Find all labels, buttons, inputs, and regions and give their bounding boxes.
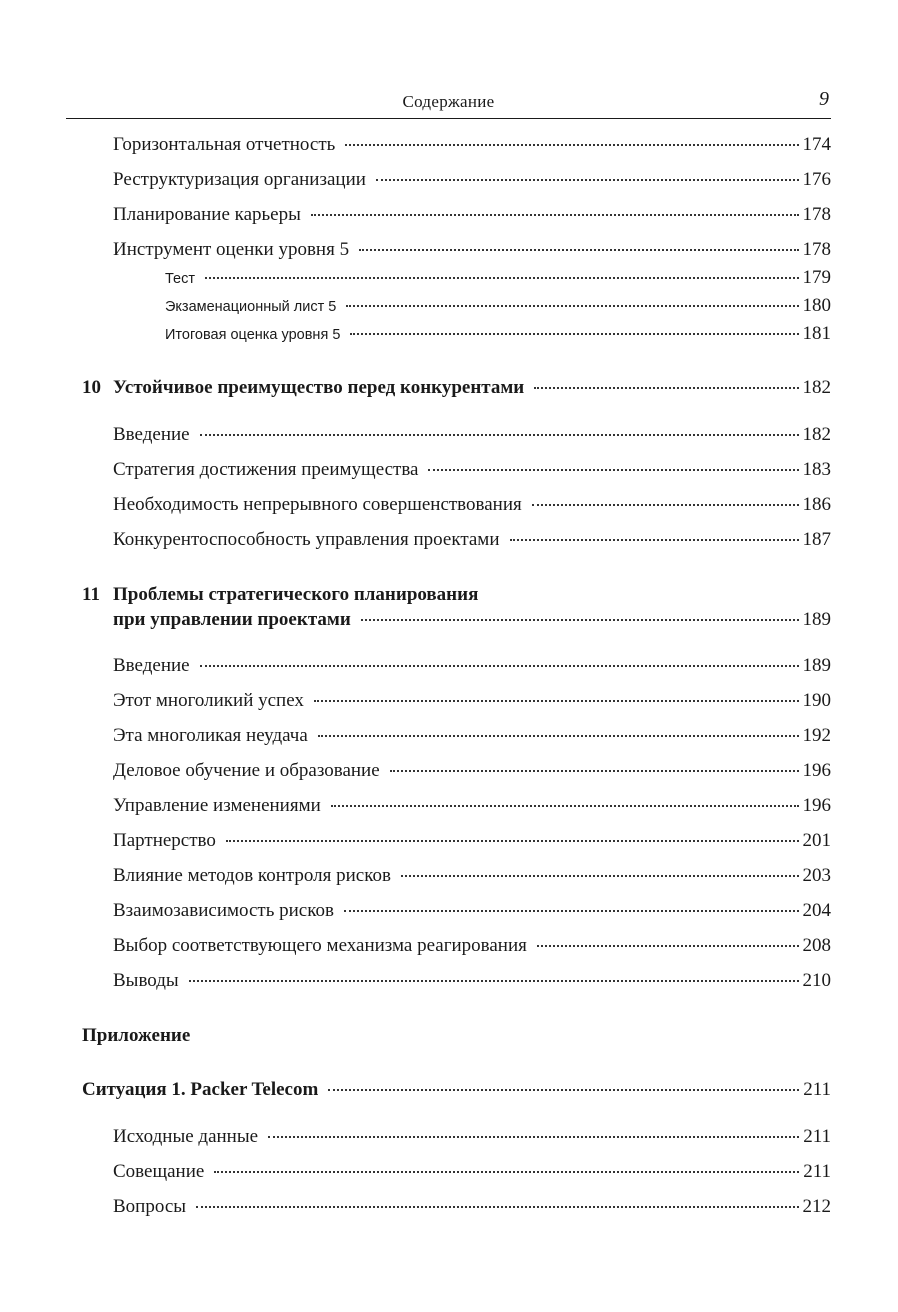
page-header — [66, 84, 831, 119]
running-title: Содержание — [402, 92, 495, 111]
toc-entry-title: Этот многоликий успех — [113, 690, 304, 711]
dot-leader — [537, 945, 799, 947]
chapter-number: 11 — [82, 584, 100, 605]
appendix-heading[interactable]: Приложение — [82, 1025, 191, 1046]
toc-entry-title: Эта многоликая неудача — [113, 725, 308, 746]
toc-entry-title: Введение — [113, 424, 190, 445]
toc-entry[interactable] — [113, 864, 831, 888]
dot-leader — [311, 214, 799, 216]
toc-entry-title: Выводы — [113, 970, 179, 991]
dot-leader — [214, 1171, 799, 1173]
toc-entry[interactable] — [113, 759, 831, 783]
chapter-page: 182 — [802, 377, 831, 398]
toc-entry-page: 210 — [802, 970, 831, 991]
toc-entry-title: Управление изменениями — [113, 795, 321, 816]
toc-entry-page: 178 — [802, 239, 831, 260]
toc-entry-page: 190 — [802, 690, 831, 711]
toc-entry-page: 174 — [802, 134, 831, 155]
dot-leader — [390, 770, 799, 772]
chapter-heading-line1[interactable] — [82, 583, 478, 607]
dot-leader — [200, 665, 799, 667]
toc-entry-title: Партнерство — [113, 830, 216, 851]
toc-entry[interactable] — [113, 1125, 831, 1149]
toc-entry-title: Планирование карьеры — [113, 204, 301, 225]
dot-leader — [314, 700, 799, 702]
toc-entry-title: Влияние методов контроля рисков — [113, 865, 391, 886]
toc-entry-page: 204 — [802, 900, 831, 921]
dot-leader — [200, 434, 799, 436]
toc-entry[interactable] — [113, 689, 831, 713]
toc-entry-title: Вопросы — [113, 1196, 187, 1217]
chapter-title: Устойчивое преимущество перед конкурентами — [113, 377, 525, 398]
toc-entry-title: Стратегия достижения преимущества — [113, 459, 419, 480]
toc-entry[interactable] — [113, 133, 831, 157]
toc-entry[interactable] — [113, 1195, 831, 1219]
dot-leader — [532, 504, 799, 506]
toc-subentry-page: 179 — [802, 267, 831, 288]
dot-leader — [428, 469, 798, 471]
toc-subentry-title: Итоговая оценка уровня 5 — [165, 327, 341, 343]
case-page: 211 — [803, 1079, 831, 1100]
toc-entry[interactable] — [113, 493, 831, 517]
toc-entry[interactable] — [113, 724, 831, 748]
case-heading[interactable] — [82, 1078, 831, 1102]
toc-entry-title: Взаимозависимость рисков — [113, 900, 334, 921]
toc-entry-title: Введение — [113, 655, 190, 676]
toc-entry-title: Конкурентоспособность управления проектами — [113, 529, 500, 550]
toc-entry-page: 208 — [802, 935, 831, 956]
toc-entry[interactable] — [113, 794, 831, 818]
toc-entry[interactable] — [113, 829, 831, 853]
toc-entry-page: 203 — [802, 865, 831, 886]
toc-entry-page: 192 — [802, 725, 831, 746]
dot-leader — [510, 539, 799, 541]
toc-subentry[interactable] — [165, 322, 831, 347]
toc-entry-page: 176 — [802, 169, 831, 190]
toc-entry-page: 211 — [803, 1161, 831, 1182]
toc-subentry[interactable] — [165, 266, 831, 291]
chapter-number: 10 — [82, 377, 101, 398]
toc-entry-page: 182 — [802, 424, 831, 445]
toc-entry-page: 186 — [802, 494, 831, 515]
toc-entry-title: Инструмент оценки уровня 5 — [113, 239, 350, 260]
toc-entry-title: Необходимость непрерывного совершенствования — [113, 494, 522, 515]
page-number: 9 — [819, 88, 829, 110]
chapter-heading-line2[interactable] — [113, 608, 831, 632]
toc-entry-page: 196 — [802, 795, 831, 816]
dot-leader — [344, 910, 799, 912]
toc-entry[interactable] — [113, 654, 831, 678]
dot-leader — [318, 735, 799, 737]
dot-leader — [205, 277, 799, 279]
chapter-heading[interactable] — [82, 376, 831, 400]
dot-leader — [350, 333, 798, 335]
toc-subentry-title: Экзаменационный лист 5 — [165, 299, 337, 315]
toc-entry-page: 187 — [802, 529, 831, 550]
dot-leader — [226, 840, 799, 842]
toc-entry[interactable] — [113, 528, 831, 552]
toc-entry-page: 183 — [802, 459, 831, 480]
dot-leader — [196, 1206, 798, 1208]
dot-leader — [401, 875, 799, 877]
dot-leader — [345, 144, 798, 146]
toc-entry-title: Горизонтальная отчетность — [113, 134, 336, 155]
toc-entry-title: Совещание — [113, 1161, 205, 1182]
dot-leader — [331, 805, 799, 807]
toc-subentry-page: 181 — [802, 323, 831, 344]
toc-entry-page: 212 — [802, 1196, 831, 1217]
toc-entry[interactable] — [113, 899, 831, 923]
toc-entry-page: 178 — [802, 204, 831, 225]
toc-entry[interactable] — [113, 238, 831, 262]
toc-entry[interactable] — [113, 969, 831, 993]
toc-entry[interactable] — [113, 458, 831, 482]
toc-entry-page: 189 — [802, 655, 831, 676]
dot-leader — [376, 179, 799, 181]
case-title: Ситуация 1. Packer Telecom — [82, 1079, 319, 1100]
toc-entry[interactable] — [113, 423, 831, 447]
toc-entry-title: Деловое обучение и образование — [113, 760, 380, 781]
toc-entry-page: 201 — [802, 830, 831, 851]
toc-subentry[interactable] — [165, 294, 831, 319]
toc-entry[interactable] — [113, 168, 831, 192]
chapter-title-continued: при управлении проектами — [113, 609, 351, 630]
chapter-page: 189 — [802, 609, 831, 630]
toc-entry-title: Исходные данные — [113, 1126, 259, 1147]
toc-entry[interactable] — [113, 1160, 831, 1184]
toc-entry[interactable] — [113, 934, 831, 958]
dot-leader — [534, 387, 798, 389]
toc-entry-title: Выбор соответствующего механизма реагирования — [113, 935, 527, 956]
toc-entry-page: 211 — [803, 1126, 831, 1147]
toc-entry[interactable] — [113, 203, 831, 227]
dot-leader — [346, 305, 798, 307]
toc-entry-title: Реструктуризация организации — [113, 169, 366, 190]
dot-leader — [328, 1089, 799, 1091]
dot-leader — [361, 619, 799, 621]
dot-leader — [359, 249, 798, 251]
dot-leader — [189, 980, 799, 982]
chapter-title: Проблемы стратегического планирования — [113, 584, 479, 605]
toc-subentry-title: Тест — [165, 271, 195, 287]
dot-leader — [268, 1136, 799, 1138]
toc-subentry-page: 180 — [802, 295, 831, 316]
toc-entry-page: 196 — [802, 760, 831, 781]
